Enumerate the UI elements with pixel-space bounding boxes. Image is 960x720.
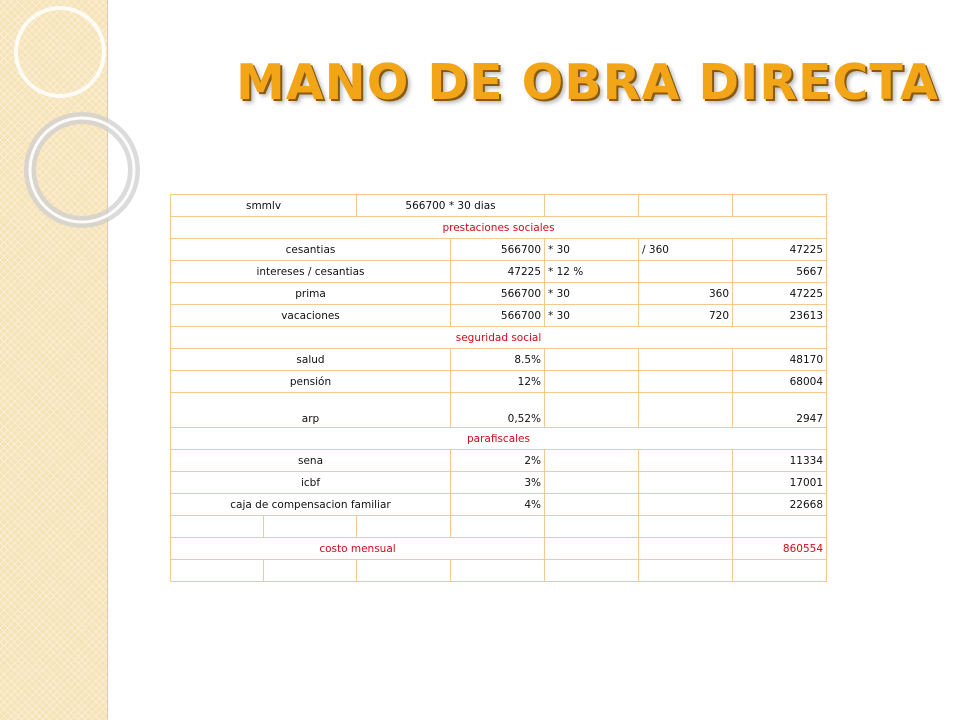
concept-cell: arp <box>171 393 451 428</box>
total-cell: 2947 <box>733 393 827 428</box>
seguridad-header: seguridad social <box>171 327 827 349</box>
base-cell: 566700 <box>451 283 545 305</box>
factor-cell: * 30 <box>545 305 639 327</box>
rate-cell: 4% <box>451 494 545 516</box>
concept-cell: pensión <box>171 371 451 393</box>
total-cell: 47225 <box>733 283 827 305</box>
cell-smmlv-value: 566700 * 30 dias <box>357 195 545 217</box>
rate-cell: 2% <box>451 450 545 472</box>
table-row <box>171 261 827 283</box>
table-row <box>171 239 827 261</box>
prestaciones-header: prestaciones sociales <box>171 217 827 239</box>
labor-cost-table <box>170 194 827 582</box>
concept-cell: sena <box>171 450 451 472</box>
concept-cell: salud <box>171 349 451 371</box>
divisor-cell: 360 <box>639 283 733 305</box>
total-cell: 47225 <box>733 239 827 261</box>
total-cell: 5667 <box>733 261 827 283</box>
table-row <box>171 349 827 371</box>
divisor-cell: / 360 <box>639 239 733 261</box>
total-cell: 11334 <box>733 450 827 472</box>
rate-cell: 8.5% <box>451 349 545 371</box>
table-row-smmlv <box>171 195 827 217</box>
total-cell: 23613 <box>733 305 827 327</box>
empty-row <box>171 516 827 538</box>
concept-cell: cesantias <box>171 239 451 261</box>
total-cell: 48170 <box>733 349 827 371</box>
parafiscales-header: parafiscales <box>171 428 827 450</box>
concept-cell: prima <box>171 283 451 305</box>
table-row <box>171 305 827 327</box>
slide-title: MANO DE OBRA DIRECTA <box>236 54 939 111</box>
base-cell: 566700 <box>451 305 545 327</box>
table-row <box>171 472 827 494</box>
concept-cell: icbf <box>171 472 451 494</box>
rate-cell: 3% <box>451 472 545 494</box>
section-header-parafiscales <box>171 428 827 450</box>
base-cell: 47225 <box>451 261 545 283</box>
table-row <box>171 494 827 516</box>
table-row <box>171 393 827 428</box>
rate-cell: 0,52% <box>451 393 545 428</box>
table-row <box>171 283 827 305</box>
factor-cell: * 30 <box>545 239 639 261</box>
divisor-cell: 720 <box>639 305 733 327</box>
divisor-cell <box>639 261 733 283</box>
factor-cell: * 30 <box>545 283 639 305</box>
factor-cell: * 12 % <box>545 261 639 283</box>
section-header-seguridad <box>171 327 827 349</box>
table-row-costo-mensual <box>171 538 827 560</box>
cell-smmlv-label: smmlv <box>171 195 357 217</box>
total-cell: 22668 <box>733 494 827 516</box>
rate-cell: 12% <box>451 371 545 393</box>
costo-mensual-value: 860554 <box>733 538 827 560</box>
section-header-prestaciones <box>171 217 827 239</box>
concept-cell: vacaciones <box>171 305 451 327</box>
empty-row <box>171 560 827 582</box>
table-row <box>171 371 827 393</box>
concept-cell: caja de compensacion familiar <box>171 494 451 516</box>
table-row <box>171 450 827 472</box>
total-cell: 17001 <box>733 472 827 494</box>
base-cell: 566700 <box>451 239 545 261</box>
total-cell: 68004 <box>733 371 827 393</box>
concept-cell: intereses / cesantias <box>171 261 451 283</box>
costo-mensual-label: costo mensual <box>171 538 545 560</box>
